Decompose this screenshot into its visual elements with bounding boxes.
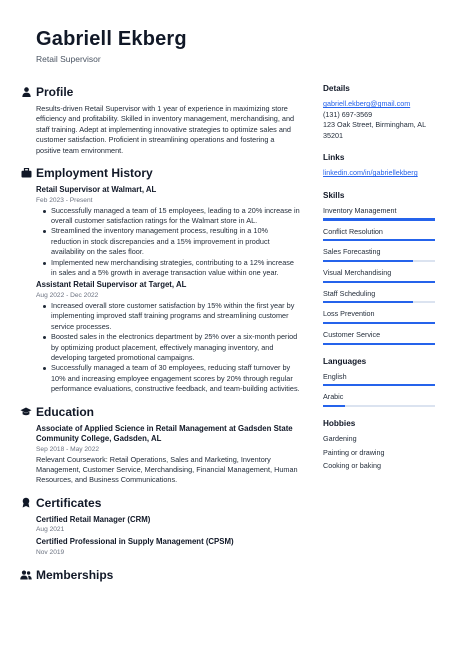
memberships-title: Memberships bbox=[36, 567, 114, 582]
certificates-heading bbox=[20, 495, 300, 511]
certificates-section bbox=[20, 495, 300, 558]
memberships-heading bbox=[20, 567, 300, 583]
resume-header bbox=[36, 28, 187, 64]
language-bar-fill bbox=[323, 405, 345, 407]
skill-bar bbox=[323, 239, 435, 241]
skill-bar bbox=[323, 322, 435, 324]
skill-item bbox=[323, 309, 435, 324]
candidate-name: Gabriell Ekberg bbox=[36, 28, 187, 50]
education-date: Sep 2018 - May 2022 bbox=[36, 445, 100, 453]
profile-text: Results-driven Retail Supervisor with 1 year of experience in maximizing store efficiency and profitability. Skilled in inventory management, merchandising, and staff training. Adept at implementing innovative strategies to optimize sales and customer satisfaction. Proficient in streamlining operations and fostering a positive team environment. bbox=[36, 104, 295, 155]
language-item bbox=[323, 372, 435, 387]
job-bullet: Implemented new merchandising strategies, contributing to a 12% increase in sales and a 5% growth in average transaction value within one year. bbox=[42, 258, 300, 279]
job-entry bbox=[36, 280, 300, 394]
skill-item bbox=[323, 206, 435, 221]
certificate-name: Certified Professional in Supply Management (CPSM) bbox=[36, 537, 234, 547]
phone-number: (131) 697-3569 bbox=[323, 109, 373, 119]
skill-bar-fill bbox=[323, 343, 435, 345]
skill-item bbox=[323, 289, 435, 304]
job-entry bbox=[36, 185, 300, 278]
profile-section bbox=[20, 84, 300, 156]
job-title: Retail Supervisor at Walmart, AL bbox=[36, 185, 157, 195]
skill-bar-fill bbox=[323, 322, 435, 324]
languages-title: Languages bbox=[323, 356, 367, 366]
skill-name: Staff Scheduling bbox=[323, 288, 376, 298]
address: 123 Oak Street, Birmingham, AL 35201 bbox=[323, 120, 426, 140]
certificate-icon bbox=[20, 497, 32, 509]
hobby-item: Painting or drawing bbox=[323, 447, 385, 457]
links-block bbox=[323, 153, 435, 179]
job-date: Feb 2023 - Present bbox=[36, 196, 93, 204]
skill-bar-fill bbox=[323, 281, 435, 283]
employment-section bbox=[20, 165, 300, 395]
job-bullet: Successfully managed a team of 15 employees, leading to a 20% increase in overall customer satisfaction ratings for the Walmart store in AL. bbox=[42, 206, 300, 227]
links-title: Links bbox=[323, 153, 345, 163]
education-heading bbox=[20, 404, 300, 420]
certificates-title: Certificates bbox=[36, 495, 102, 510]
hobby-item: Gardening bbox=[323, 434, 357, 444]
side-column bbox=[323, 84, 435, 484]
profile-title: Profile bbox=[36, 85, 74, 99]
education-coursework: Relevant Coursework: Retail Operations, Sales and Marketing, Inventory Management, Customer Service, Merchandising, Financial Management, Human Resources, and Business Communications. bbox=[36, 454, 298, 485]
candidate-role: Retail Supervisor bbox=[36, 54, 101, 64]
job-bullets bbox=[42, 206, 300, 279]
person-icon bbox=[20, 86, 32, 98]
employment-heading bbox=[20, 165, 300, 181]
main-column bbox=[20, 84, 300, 592]
skill-bar bbox=[323, 281, 435, 283]
language-bar bbox=[323, 384, 435, 386]
degree-title: Associate of Applied Science in Retail Management at Gadsden State Community College, Gadsden, AL bbox=[36, 423, 293, 444]
certificate-date: Nov 2019 bbox=[36, 548, 65, 556]
hobby-item: Cooking or baking bbox=[323, 461, 381, 471]
language-bar-fill bbox=[323, 384, 435, 386]
job-bullet: Boosted sales in the electronics department by 25% over a six-month period by optimizing product placement, effectively managing inventory, and developing targeted promotional campaigns. bbox=[42, 332, 300, 363]
education-title: Education bbox=[36, 404, 95, 419]
hobbies-block bbox=[323, 419, 435, 472]
skill-bar-fill bbox=[323, 301, 413, 303]
linkedin-link[interactable]: linkedin.com/in/gabriellekberg bbox=[323, 168, 418, 178]
education-section bbox=[20, 404, 300, 486]
job-title: Assistant Retail Supervisor at Target, AL bbox=[36, 280, 187, 290]
skill-name: Conflict Resolution bbox=[323, 226, 383, 236]
details-block bbox=[323, 84, 435, 141]
skill-name: Sales Forecasting bbox=[323, 247, 381, 257]
job-bullet: Increased overall store customer satisfaction by 15% within the first year by implementing improved staff training programs and streamlining customer service processes. bbox=[42, 301, 300, 332]
job-bullet: Streamlined the inventory management process, resulting in a 10% reduction in stock discrepancies and a 15% improvement in product availability on the sales floor. bbox=[42, 226, 300, 257]
language-name: English bbox=[323, 371, 347, 381]
certificate-date: Aug 2021 bbox=[36, 526, 65, 534]
graduation-cap-icon bbox=[20, 406, 32, 418]
skill-bar bbox=[323, 343, 435, 345]
skill-item bbox=[323, 247, 435, 262]
skill-item bbox=[323, 227, 435, 242]
briefcase-icon bbox=[20, 167, 32, 179]
certificate-name: Certified Retail Manager (CRM) bbox=[36, 514, 151, 524]
skill-name: Visual Merchandising bbox=[323, 268, 392, 278]
skill-item bbox=[323, 330, 435, 345]
skill-name: Customer Service bbox=[323, 330, 381, 340]
language-item bbox=[323, 392, 435, 407]
skill-bar-fill bbox=[323, 260, 413, 262]
skills-title: Skills bbox=[323, 190, 345, 200]
skills-block bbox=[323, 191, 435, 345]
languages-block bbox=[323, 357, 435, 407]
language-bar bbox=[323, 405, 435, 407]
job-bullets bbox=[42, 301, 300, 395]
email-link[interactable]: gabriell.ekberg@gmail.com bbox=[323, 99, 411, 108]
job-bullet: Successfully managed a team of 30 employees, reducing staff turnover by 10% and increasing employee engagement scores by 20% through regular performance evaluations, constructive feedback, and team-building activities. bbox=[42, 363, 300, 394]
profile-heading bbox=[20, 84, 300, 100]
details-title: Details bbox=[323, 84, 350, 93]
language-name: Arabic bbox=[323, 392, 344, 402]
skill-name: Inventory Management bbox=[323, 205, 397, 215]
skill-bar bbox=[323, 301, 435, 303]
skill-bar-fill bbox=[323, 239, 435, 241]
hobbies-title: Hobbies bbox=[323, 419, 356, 429]
memberships-section bbox=[20, 567, 300, 583]
skill-name: Loss Prevention bbox=[323, 309, 375, 319]
people-icon bbox=[20, 569, 32, 581]
skill-bar-fill bbox=[323, 218, 435, 220]
skill-bar bbox=[323, 260, 435, 262]
skill-item bbox=[323, 268, 435, 283]
skills-list bbox=[323, 206, 435, 345]
job-date: Aug 2022 - Dec 2022 bbox=[36, 291, 99, 299]
skill-bar bbox=[323, 218, 435, 220]
employment-title: Employment History bbox=[36, 166, 153, 181]
